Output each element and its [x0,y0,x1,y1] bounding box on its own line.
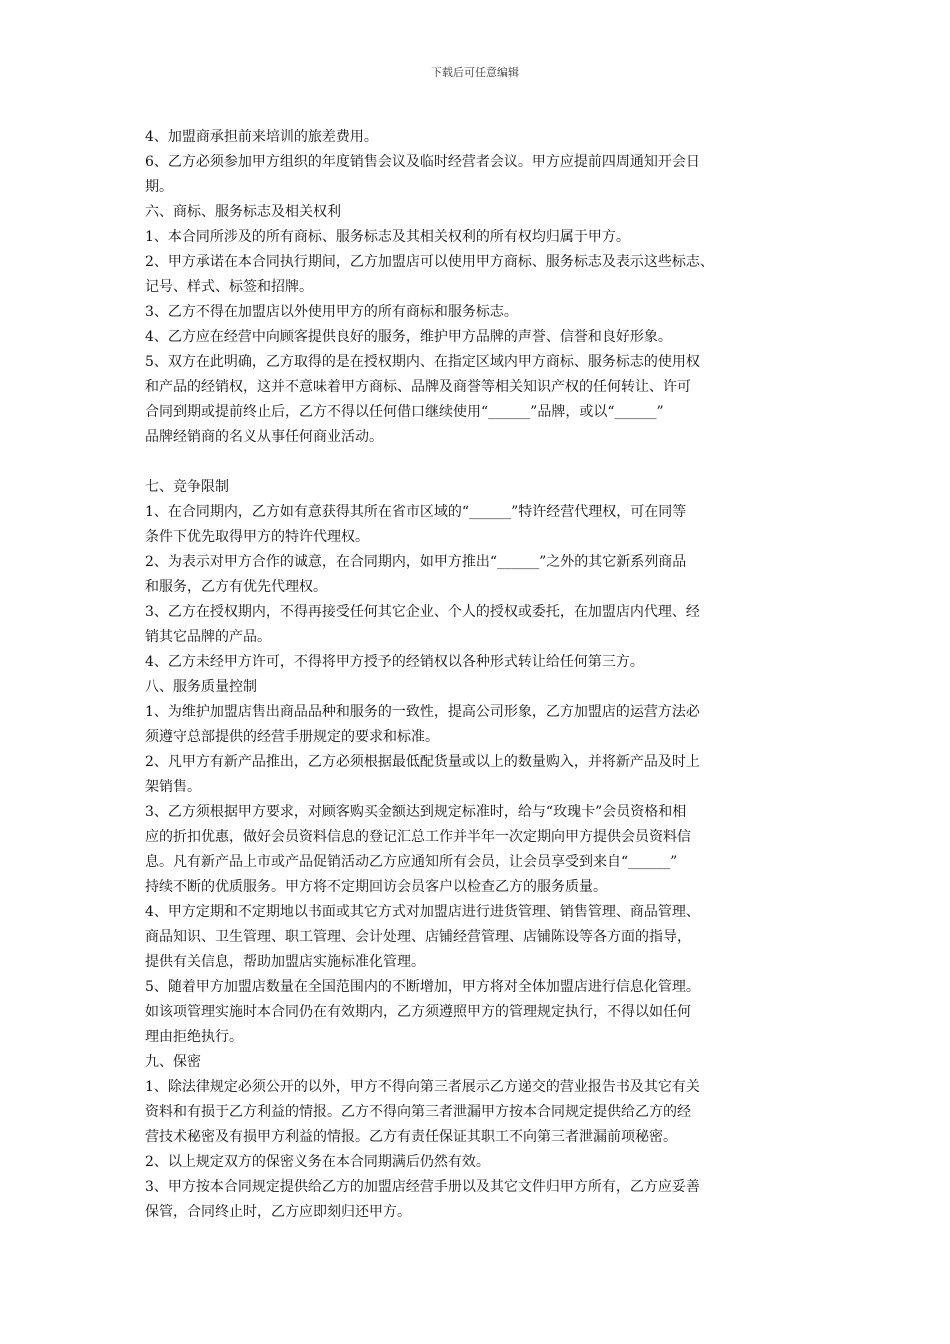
text-line: 如该项管理实施时本合同仍在有效期内，乙方须遵照甲方的管理规定执行，不得以如任何 [145,1004,691,1020]
text-line: 品牌经销商的名义从事任何商业活动。 [145,429,383,445]
text-line: 1、为维护加盟店售出商品品种和服务的一致性，提高公司形象，乙方加盟店的运营方法必 [145,704,700,720]
text-line: 营技术秘密及有损甲方利益的情报。乙方有责任保证其职工不向第三者泄漏前项秘密。 [145,1129,677,1145]
text-line: 2、以上规定双方的保密义务在本合同期满后仍然有效。 [145,1154,490,1170]
document-body [145,125,817,1225]
text-line: 1、本合同所涉及的所有商标、服务标志及其相关权利的所有权均归属于甲方。 [145,229,630,245]
text-line: 保管，合同终止时，乙方应即刻归还甲方。 [145,1204,411,1220]
text-line: 4、加盟商承担前来培训的旅差费用。 [145,129,378,145]
text-line: 3、乙方在授权期内，不得再接受任何其它企业、个人的授权或委托，在加盟店内代理、经 [145,604,700,620]
text-line: 3、甲方按本合同规定提供给乙方的加盟店经营手册以及其它文件归甲方所有，乙方应妥善 [145,1179,700,1195]
page-header: 下载后可任意编辑 [431,66,519,79]
text-line: 和服务，乙方有优先代理权。 [145,579,327,595]
text-line: 2、为表示对甲方合作的诚意，在合同期内，如甲方推出“______”之外的其它新系列商品 [145,554,687,570]
text-line: 资料和有损于乙方利益的情报。乙方不得向第三者泄漏甲方按本合同规定提供给乙方的经 [145,1104,691,1120]
text-line: 记号、样式、标签和招牌。 [145,279,313,295]
text-line: 销其它品牌的产品。 [145,629,271,645]
section-heading: 七、竞争限制 [145,479,229,495]
text-line: 架销售。 [145,779,201,795]
section-heading: 八、服务质量控制 [145,679,257,695]
text-line: 合同到期或提前终止后，乙方不得以任何借口继续使用“______”品牌，或以“______” [145,404,664,420]
text-line: 3、乙方不得在加盟店以外使用甲方的所有商标和服务标志。 [145,304,518,320]
text-line: 须遵守总部提供的经营手册规定的要求和标准。 [145,729,439,745]
text-line: 持续不断的优质服务。甲方将不定期回访会员客户以检查乙方的服务质量。 [145,879,607,895]
text-line: 4、乙方应在经营中向顾客提供良好的服务，维护甲方品牌的声誉、信誉和良好形象。 [145,329,672,345]
text-line: 3、乙方须根据甲方要求，对顾客购买金额达到规定标准时，给与“玫瑰卡”会员资格和相 [145,804,687,820]
text-line: 1、在合同期内，乙方如有意获得其所在省市区域的“______”特许经营代理权，可在同等 [145,504,687,520]
text-line: 5、随着甲方加盟店数量在全国范围内的不断增加，甲方将对全体加盟店进行信息化管理。 [145,979,700,995]
text-line: 6、乙方必须参加甲方组织的年度销售会议及临时经营者会议。甲方应提前四周通知开会日 [145,154,700,170]
text-line: 条件下优先取得甲方的特许代理权。 [145,529,369,545]
text-line: 4、乙方未经甲方许可，不得将甲方授予的经销权以各种形式转让给任何第三方。 [145,654,644,670]
text-line: 期。 [145,179,173,195]
section-heading: 九、保密 [145,1054,201,1070]
text-line: 提供有关信息，帮助加盟店实施标准化管理。 [145,954,425,970]
text-line: 2、凡甲方有新产品推出，乙方必须根据最低配货量或以上的数量购入，并将新产品及时上 [145,754,700,770]
text-line: 息。凡有新产品上市或产品促销活动乙方应通知所有会员，让会员享受到来自“______” [145,854,678,870]
text-line: 5、双方在此明确，乙方取得的是在授权期内、在指定区域内甲方商标、服务标志的使用权 [145,354,700,370]
text-line: 应的折扣优惠，做好会员资料信息的登记汇总工作并半年一次定期向甲方提供会员资料信 [145,829,691,845]
section-heading: 六、商标、服务标志及相关权利 [145,204,341,220]
text-line: 2、甲方承诺在本合同执行期间，乙方加盟店可以使用甲方商标、服务标志及表示这些标志、 [145,254,714,270]
text-line: 理由拒绝执行。 [145,1029,243,1045]
text-line: 4、甲方定期和不定期地以书面或其它方式对加盟店进行进货管理、销售管理、商品管理、 [145,904,700,920]
blank-line [145,450,817,475]
text-line: 1、除法律规定必须公开的以外，甲方不得向第三者展示乙方递交的营业报告书及其它有关 [145,1079,700,1095]
text-line: 商品知识、卫生管理、职工管理、会计处理、店铺经营管理、店铺陈设等各方面的指导， [145,929,691,945]
text-line: 和产品的经销权，这并不意味着甲方商标、品牌及商誉等相关知识产权的任何转让、许可 [145,379,691,395]
